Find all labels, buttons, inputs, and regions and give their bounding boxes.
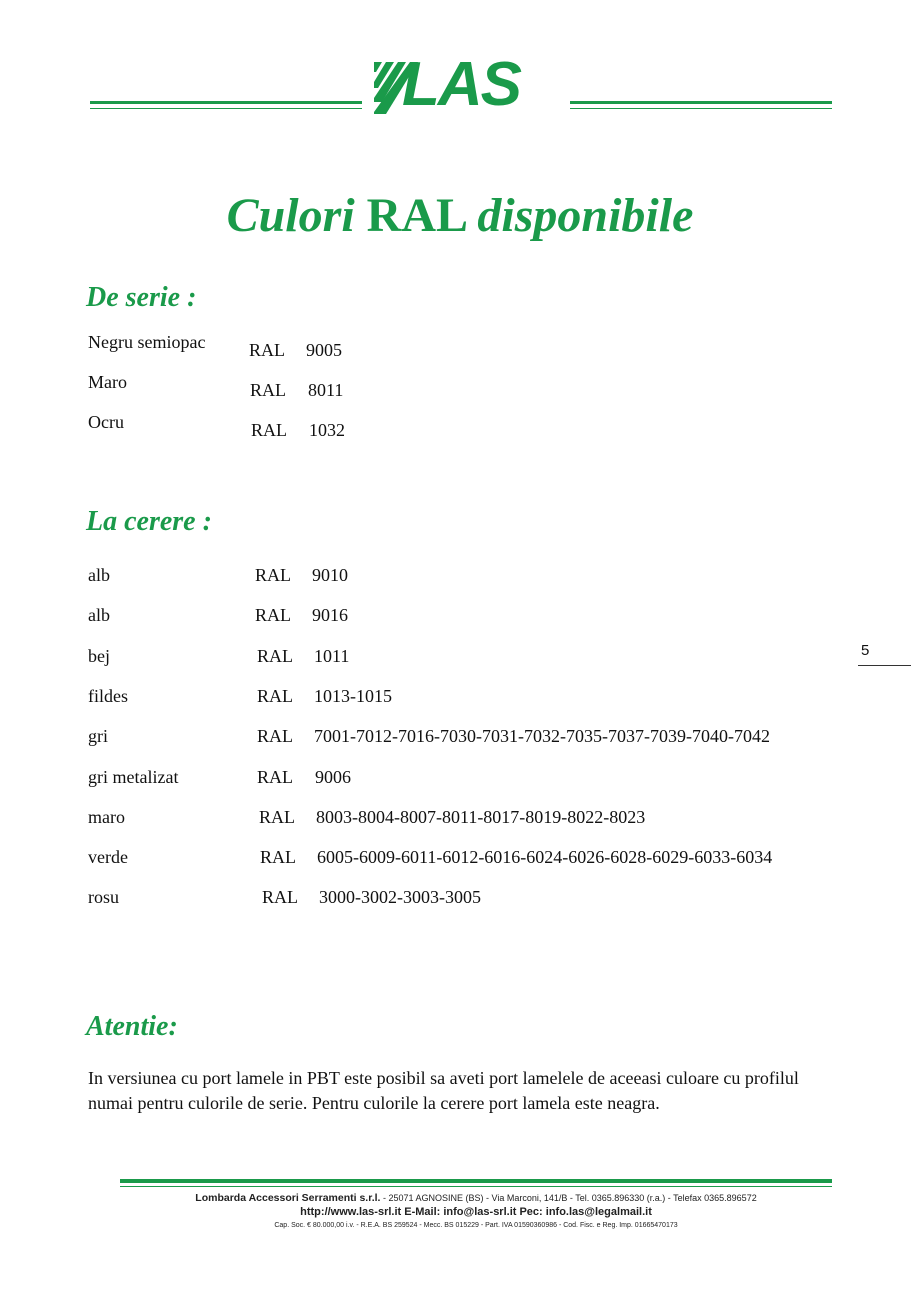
header-rule-right [570, 101, 832, 104]
ral-label: RAL [251, 420, 287, 440]
footer-legal: Cap. Soc. € 80.000,00 i.v. - R.E.A. BS 259524 - Mecc. BS 015229 - Part. IVA 01590360986 - Cod. Fisc. e Reg. Imp. 01665470173 [274, 1222, 678, 1229]
ral-label: RAL [262, 887, 298, 907]
ral-label: RAL [257, 646, 293, 666]
color-row [88, 724, 770, 748]
ral-code: 6005-6009-6011-6012-6016-6024-6026-6028-6029-6033-6034 [317, 847, 773, 867]
ral-code: 9006 [315, 767, 351, 787]
ral-label: RAL [249, 340, 285, 360]
color-name: Maro [88, 372, 127, 392]
section-heading-atentie: Atentie: [86, 1011, 178, 1042]
color-name: bej [88, 646, 110, 666]
color-name: gri metalizat [88, 767, 179, 787]
footer-company: Lombarda Accessori Serramenti s.r.l. [195, 1192, 381, 1204]
ral-label: RAL [260, 847, 296, 867]
section-heading-cerere: La cerere : [86, 506, 212, 537]
ral-label: RAL [250, 380, 286, 400]
color-row [88, 845, 773, 869]
color-name: alb [88, 565, 110, 585]
ral-label: RAL [255, 565, 291, 585]
page-number-rule [858, 665, 911, 666]
color-row [88, 805, 646, 829]
title-word-disponibile: disponibile [477, 189, 694, 242]
color-name: Negru semiopac [88, 332, 206, 352]
ral-label: RAL [257, 767, 293, 787]
page-number: 5 [861, 642, 870, 659]
color-row [88, 765, 351, 789]
color-name: rosu [88, 887, 119, 907]
color-name: gri [88, 726, 108, 746]
color-row [88, 330, 342, 360]
ral-code: 9016 [312, 605, 348, 625]
ral-label: RAL [257, 726, 293, 746]
color-row [88, 410, 345, 440]
ral-code: 3000-3002-3003-3005 [319, 887, 481, 907]
ral-label: RAL [257, 686, 293, 706]
footer-contacts: http://www.las-srl.it E-Mail: info@las-srl.it Pec: info.las@legalmail.it [300, 1206, 652, 1218]
page-title [0, 186, 920, 246]
ral-code: 8011 [308, 380, 344, 400]
ral-label: RAL [259, 807, 295, 827]
color-row [88, 885, 481, 909]
ral-code: 1032 [309, 420, 345, 440]
color-name: maro [88, 807, 125, 827]
header-rule-right-thin [570, 108, 832, 109]
ral-code: 9010 [312, 565, 348, 585]
color-row [88, 644, 350, 668]
ral-code: 8003-8004-8007-8011-8017-8019-8022-8023 [316, 807, 646, 827]
ral-code: 9005 [306, 340, 342, 360]
color-row [88, 603, 348, 627]
header-rule-left [90, 101, 362, 104]
footer-company-line [120, 1192, 832, 1205]
footer-address: - 25071 AGNOSINE (BS) - Via Marconi, 141/B - Tel. 0365.896330 (r.a.) - Telefax 0365.896572 [380, 1193, 757, 1203]
las-logo: LAS [402, 50, 520, 119]
atentie-note: In versiunea cu port lamele in PBT este posibil sa aveti port lamelele de aceeasi culoare cu profilul numai pentru culorile de serie. Pentru culorile la cerere port lamela este neagra. [88, 1068, 799, 1113]
section-heading-serie: De serie : [86, 282, 197, 313]
color-name: verde [88, 847, 128, 867]
color-name: fildes [88, 686, 128, 706]
color-row [88, 563, 348, 587]
ral-label: RAL [255, 605, 291, 625]
title-word-ral: RAL [366, 189, 466, 242]
footer-rule [120, 1179, 832, 1183]
color-row [88, 684, 392, 708]
ral-code: 7001-7012-7016-7030-7031-7032-7035-7037-7039-7040-7042 [314, 726, 770, 746]
color-row [88, 370, 344, 400]
title-word-culori: Culori [226, 189, 355, 242]
ral-code: 1011 [314, 646, 350, 666]
color-name: Ocru [88, 412, 124, 432]
footer-rule-thin [120, 1186, 832, 1187]
ral-code: 1013-1015 [314, 686, 392, 706]
footer [120, 1192, 832, 1231]
header-rule-left-thin [90, 108, 362, 109]
color-name: alb [88, 605, 110, 625]
